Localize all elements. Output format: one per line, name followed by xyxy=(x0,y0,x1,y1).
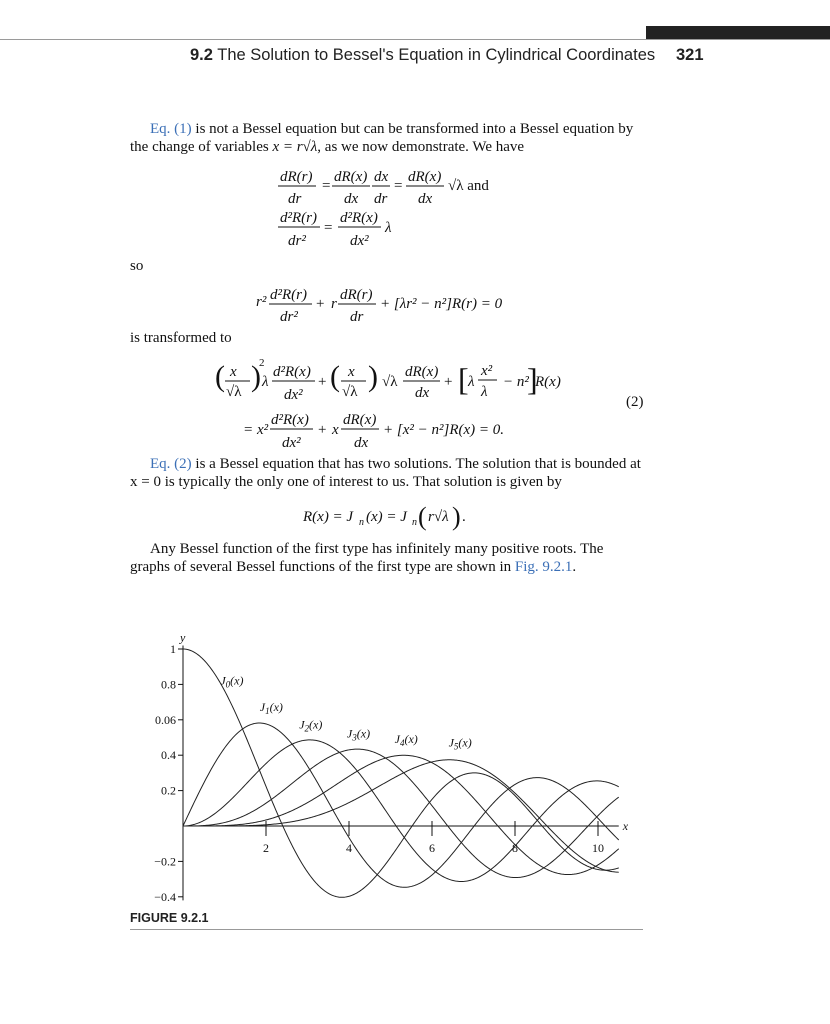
section-title: The Solution to Bessel's Equation in Cylindrical Coordinates xyxy=(217,46,656,64)
figure-rule xyxy=(130,929,643,930)
eq1-link[interactable]: Eq. (1) xyxy=(150,121,192,137)
svg-text:+: + xyxy=(318,374,327,390)
svg-text:√λ: √λ xyxy=(342,384,358,400)
svg-text:=: = xyxy=(324,220,333,236)
svg-text:λ: λ xyxy=(385,220,392,236)
svg-text:dx: dx xyxy=(374,169,389,185)
svg-text:dx²: dx² xyxy=(284,387,303,403)
svg-text:R(x): R(x) xyxy=(535,374,561,390)
p1-text-a: is not a Bessel equation but can be transformed into a Bessel equation by xyxy=(191,121,634,137)
svg-text:dx²: dx² xyxy=(350,233,369,249)
svg-text:dr: dr xyxy=(288,191,302,207)
x-tick-label: 10 xyxy=(592,841,604,855)
svg-text:− n²: − n² xyxy=(503,374,529,390)
series-label-j1: $J_1(x)$ xyxy=(259,699,283,716)
svg-text:dr²: dr² xyxy=(288,233,306,249)
svg-text:n: n xyxy=(359,517,364,528)
x-tick-label: 2 xyxy=(263,841,269,855)
svg-text:]: ] xyxy=(527,361,538,397)
svg-text:R(x) = J: R(x) = J xyxy=(303,509,354,525)
svg-text:λ: λ xyxy=(262,374,269,390)
svg-text:r²: r² xyxy=(256,294,267,310)
svg-text:2: 2 xyxy=(259,357,265,369)
svg-text:dx: dx xyxy=(418,191,433,207)
word-transformed: is transformed to xyxy=(130,330,232,346)
svg-text:+ [λr² − n²]R(r) = 0: + [λr² − n²]R(r) = 0 xyxy=(380,296,503,312)
p1-text-b: the change of variables xyxy=(130,139,273,155)
svg-text:.: . xyxy=(462,509,466,525)
svg-text:[: [ xyxy=(458,361,469,397)
paragraph-3-line-1: Any Bessel function of the first type has infinitely many positive roots. The xyxy=(150,541,604,557)
series-line-j3 xyxy=(183,749,619,877)
svg-text:+ [x² − n²]R(x) = 0.: + [x² − n²]R(x) = 0. xyxy=(383,422,505,438)
y-axis-label: y xyxy=(180,630,186,645)
x-tick-label: 8 xyxy=(512,841,518,855)
section-number: 9.2 xyxy=(190,46,213,64)
svg-text:dR(x): dR(x) xyxy=(405,364,439,380)
svg-text:d²R(r): d²R(r) xyxy=(280,210,317,226)
svg-text:dR(x): dR(x) xyxy=(334,169,368,185)
x-axis-label: x xyxy=(622,819,629,833)
svg-text:r√λ: r√λ xyxy=(428,509,449,525)
svg-text:dr²: dr² xyxy=(280,309,298,325)
svg-text:λ: λ xyxy=(481,384,488,400)
svg-text:dr: dr xyxy=(374,191,388,207)
svg-text:√λ: √λ xyxy=(226,384,242,400)
svg-text:(: ( xyxy=(330,360,340,393)
svg-text:dx: dx xyxy=(354,435,369,451)
svg-text:dx: dx xyxy=(415,385,430,401)
svg-text:dR(x): dR(x) xyxy=(343,412,377,428)
series-label-j5: $J_5(x)$ xyxy=(448,735,472,752)
y-tick-label: −0.2 xyxy=(154,854,176,869)
svg-text:√λ and: √λ and xyxy=(448,178,489,194)
svg-text:): ) xyxy=(452,502,461,531)
p3-text-end: . xyxy=(572,559,577,575)
series-line-j4 xyxy=(183,755,619,874)
svg-text:x: x xyxy=(230,364,237,380)
svg-text:dx²: dx² xyxy=(282,435,301,451)
svg-text:=: = xyxy=(394,178,403,194)
svg-text:x: x xyxy=(332,422,339,438)
svg-text:x²: x² xyxy=(257,422,269,438)
y-tick-label: −0.4 xyxy=(154,889,176,904)
svg-text:√λ: √λ xyxy=(382,374,398,390)
series-label-j2: $J_2(x)$ xyxy=(299,717,323,734)
svg-text:dx: dx xyxy=(344,191,359,207)
equation-number: (2) xyxy=(626,394,644,410)
x-tick-label: 4 xyxy=(346,841,352,855)
svg-text:d²R(x): d²R(x) xyxy=(273,364,311,380)
p1-variable: x = r√λ xyxy=(272,139,318,155)
svg-text:r: r xyxy=(331,296,337,312)
svg-text:dR(x): dR(x) xyxy=(408,169,442,185)
y-tick-label: 0.06 xyxy=(155,712,176,727)
svg-text:d²R(x): d²R(x) xyxy=(271,412,309,428)
svg-text:dR(r): dR(r) xyxy=(340,287,373,303)
svg-text:dR(r): dR(r) xyxy=(280,169,313,185)
svg-text:+: + xyxy=(444,374,453,390)
word-so: so xyxy=(130,258,144,274)
x-tick-label: 6 xyxy=(429,841,435,855)
svg-text:): ) xyxy=(251,360,261,393)
y-tick-label: 0.4 xyxy=(161,748,176,763)
series-label-j3: $J_3(x)$ xyxy=(346,726,371,743)
svg-text:dr: dr xyxy=(350,309,364,325)
eq2-link[interactable]: Eq. (2) xyxy=(150,456,192,472)
svg-text:=: = xyxy=(322,178,331,194)
svg-text:(x) = J: (x) = J xyxy=(366,509,407,525)
svg-text:=: = xyxy=(244,422,253,438)
svg-text:+: + xyxy=(318,422,327,438)
svg-text:x²: x² xyxy=(481,363,493,379)
svg-text:): ) xyxy=(368,360,378,393)
svg-text:(: ( xyxy=(418,502,427,531)
svg-text:d²R(x): d²R(x) xyxy=(340,210,378,226)
paragraph-2-line-2: x = 0 is typically the only one of interest to us. That solution is given by xyxy=(130,474,562,490)
y-tick-label: 1 xyxy=(170,642,176,656)
svg-text:n: n xyxy=(412,517,417,528)
series-label-j0: $J_0(x)$ xyxy=(220,673,244,690)
svg-text:d²R(r): d²R(r) xyxy=(270,287,307,303)
svg-text:+: + xyxy=(316,296,325,312)
series-line-j5 xyxy=(183,760,619,872)
svg-text:λ: λ xyxy=(468,374,475,390)
svg-text:x: x xyxy=(348,364,355,380)
svg-text:(: ( xyxy=(215,360,225,393)
page-number: 321 xyxy=(676,46,704,64)
fig-link[interactable]: Fig. 9.2.1 xyxy=(514,559,573,575)
p3-text-b: graphs of several Bessel functions of the first type are shown in xyxy=(130,559,515,575)
series-label-j4: $J_4(x)$ xyxy=(394,731,418,748)
p2-text-a: is a Bessel equation that has two solutions. The solution that is bounded at xyxy=(191,456,641,472)
y-tick-label: 0.2 xyxy=(161,783,176,798)
y-tick-label: 0.8 xyxy=(161,677,176,692)
p1-text-c: , as we now demonstrate. We have xyxy=(317,139,525,155)
figure-label: FIGURE 9.2.1 xyxy=(130,911,209,925)
